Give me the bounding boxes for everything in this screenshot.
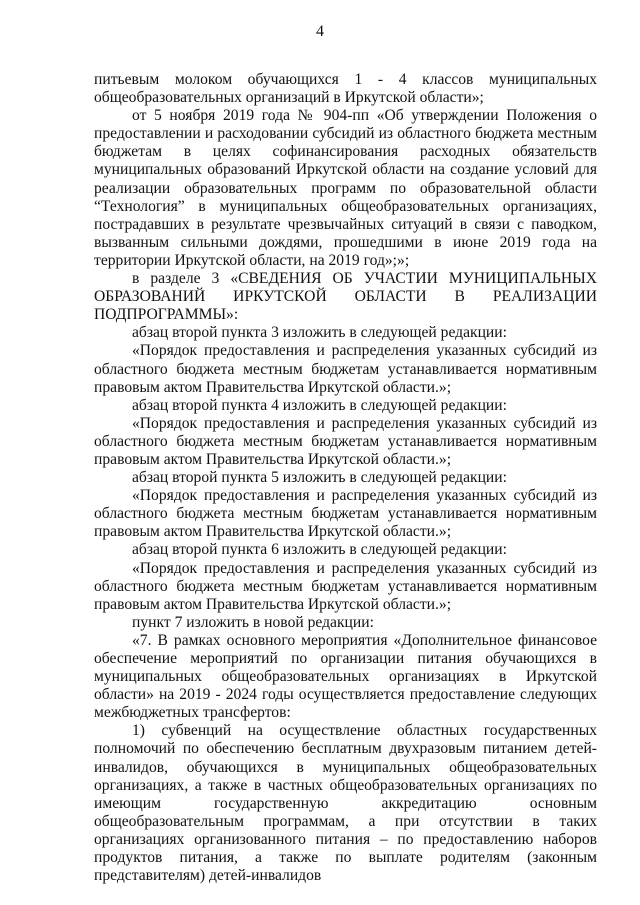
page-number: 4: [316, 23, 324, 40]
paragraph-item-3-text: «Порядок предоставления и распределения указанных субсидий из областного бюджета местным бюджетам устанавливается нормативным правовым актом Правительства Иркутской области.»;: [94, 342, 597, 396]
document-body: [94, 71, 597, 885]
paragraph-item-4-text: «Порядок предоставления и распределения указанных субсидий из областного бюджета местным бюджетам устанавливается нормативным правовым актом Правительства Иркутской области.»;: [94, 414, 597, 468]
paragraph-item-5-text: «Порядок предоставления и распределения указанных субсидий из областного бюджета местным бюджетам устанавливается нормативным правовым актом Правительства Иркутской области.»;: [94, 487, 597, 541]
paragraph-item-5-heading: абзац второй пункта 5 изложить в следующей редакции:: [132, 469, 507, 487]
paragraph-subvention-1: 1) субвенций на осуществление областных государственных полномочий по обеспечению бесплатным двухразовым питанием детей-инвалидов, обучающихся в муниципальных общеобразовательных организациях, а также в частных общеобразовательных организациях по имеющим государственную аккредитацию основным общеобразовательным программам, а при отсутствии в таких организациях организованного питания – по предоставлению наборов продуктов питания, а также по выплате родителям (законным представителям) детей-инвалидов: [94, 722, 597, 885]
paragraph-item-7-text: «7. В рамках основного мероприятия «Дополнительное финансовое обеспечение мероприятий по организации питания обучающихся в муниципальных общеобразовательных организациях в Иркутской области» на 2019 - 2024 годы осуществляется предоставление следующих межбюджетных трансфертов:: [94, 631, 597, 722]
paragraph-resolution-904pp: от 5 ноября 2019 года № 904-пп «Об утверждении Положения о предоставлении и расходовании субсидий из областного бюджета местным бюджетам в целях софинансирования расходных обязательств муниципальных образований Иркутской области на создание условий для реализации образовательных программ по образовательной области “Технология” в муниципальных общеобразовательных организациях, пострадавших в результате чрезвычайных ситуаций в связи с паводком, вызванным сильными дождями, прошедшими в июне 2019 года на территории Иркутской области, на 2019 год»;»;: [94, 107, 597, 269]
paragraph-item-3-heading: абзац второй пункта 3 изложить в следующей редакции:: [132, 324, 507, 342]
paragraph-item-4-heading: абзац второй пункта 4 изложить в следующей редакции:: [132, 396, 507, 414]
paragraph-item-7-heading: пункт 7 изложить в новой редакции:: [132, 613, 374, 631]
paragraph-item-6-text: «Порядок предоставления и распределения указанных субсидий из областного бюджета местным бюджетам устанавливается нормативным правовым актом Правительства Иркутской области.»;: [94, 559, 597, 613]
paragraph-continuation: питьевым молоком обучающихся 1 - 4 классов муниципальных общеобразовательных организаций в Иркутской области»;: [94, 71, 597, 107]
paragraph-item-6-heading: абзац второй пункта 6 изложить в следующей редакции:: [132, 541, 507, 559]
paragraph-section-3: в разделе 3 «СВЕДЕНИЯ ОБ УЧАСТИИ МУНИЦИПАЛЬНЫХ ОБРАЗОВАНИЙ ИРКУТСКОЙ ОБЛАСТИ В РЕАЛИЗАЦИИ ПОДПРОГРАММЫ»:: [94, 270, 597, 324]
